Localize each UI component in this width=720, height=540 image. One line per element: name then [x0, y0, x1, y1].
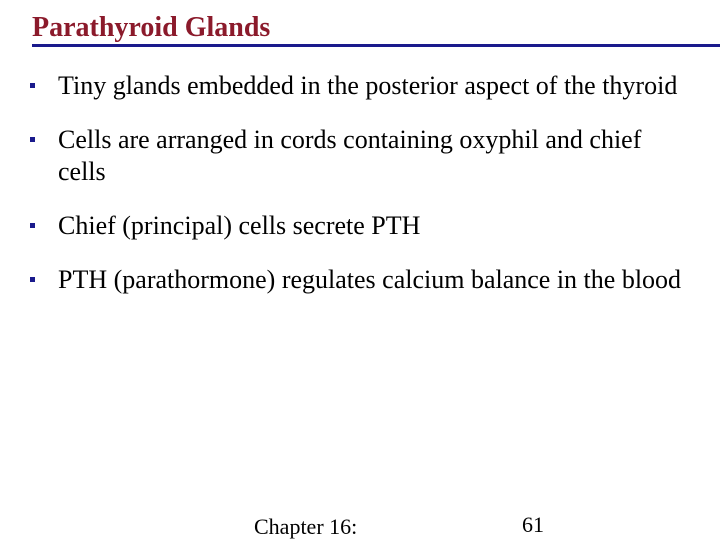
- bullet-list: [30, 70, 690, 318]
- square-bullet-icon: [30, 277, 35, 282]
- square-bullet-icon: [30, 83, 35, 88]
- title-underline: [32, 44, 720, 47]
- bullet-item: [30, 70, 690, 102]
- square-bullet-icon: [30, 137, 35, 142]
- slide-title: Parathyroid Glands: [32, 12, 271, 43]
- square-bullet-icon: [30, 223, 35, 228]
- bullet-text: Tiny glands embedded in the posterior aspect of the thyroid: [58, 71, 678, 100]
- bullet-text: Chief (principal) cells secrete PTH: [58, 211, 421, 240]
- footer-page-number: 61: [522, 512, 544, 537]
- footer-chapter: Chapter 16:: [254, 514, 358, 539]
- bullet-item: [30, 210, 690, 242]
- bullet-text: PTH (parathormone) regulates calcium balance in the blood: [58, 265, 682, 294]
- bullet-text: Cells are arranged in cords containing oxyphil and chief cells: [58, 125, 642, 186]
- bullet-item: [30, 264, 690, 296]
- bullet-item: [30, 124, 690, 188]
